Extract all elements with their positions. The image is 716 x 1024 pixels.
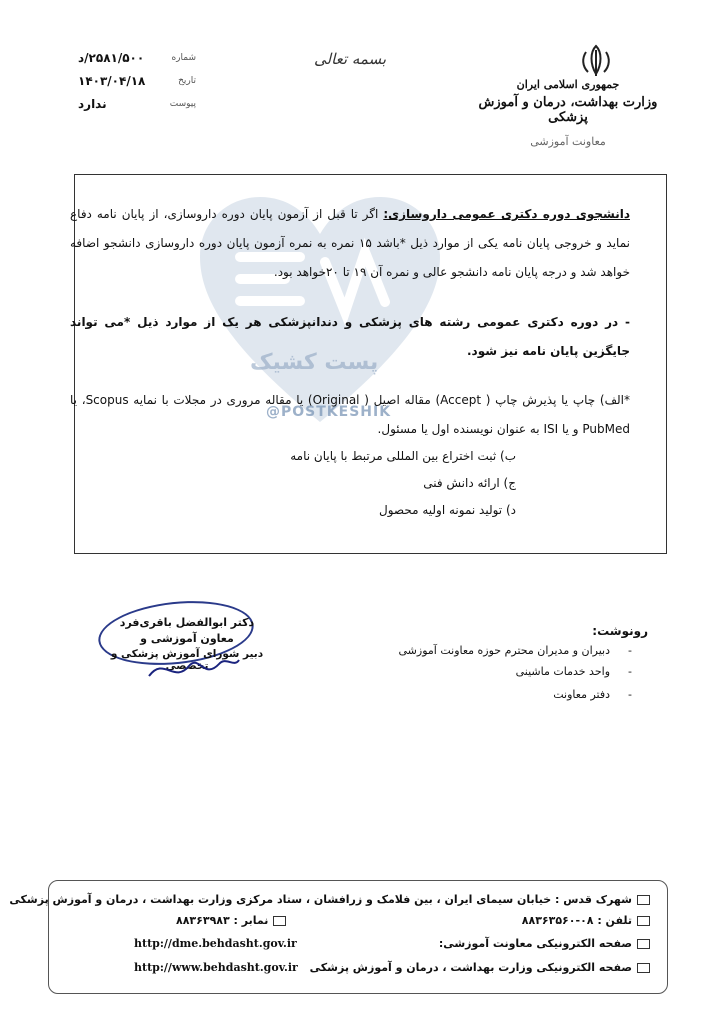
list-item-a: *الف) چاپ یا پذیرش چاپ ( Accept) مقاله اصیل ( Original) یا مقاله مروری در مجلات با نمایه Scopus، یا PubMed و یا ISI به عنوان نویسنده اول یا مسئول. — [70, 393, 630, 436]
cc-title: رونوشت: — [592, 624, 648, 638]
phone-icon — [637, 916, 650, 926]
list-item-c: ج) ارائه دانش فنی — [423, 476, 516, 490]
dash-icon: - — [628, 644, 632, 657]
footer-phone — [522, 914, 650, 927]
dash-icon: - — [628, 665, 632, 678]
cc-item — [553, 688, 632, 701]
ministry-line3: معاونت آموزشی — [530, 135, 606, 148]
footer-phone-text: تلفن : ۰۸-۸۸۳۶۳۵۶۰ — [521, 914, 632, 927]
ministry-line2: وزارت بهداشت، درمان و آموزش پزشکی — [478, 95, 658, 125]
paragraph-pharmacy — [70, 200, 630, 287]
signatory-title2: دبیر شورای آموزش پزشکی و تخصصی — [110, 648, 264, 672]
number-value: ۲۵۸۱/۵۰۰/د — [78, 50, 145, 65]
date-row — [78, 69, 196, 92]
cc-item-label: دفتر معاونت — [553, 688, 611, 701]
footer-fax-text: نمابر : ۸۸۳۶۳۹۸۳ — [176, 914, 269, 927]
signature-scribble-icon — [144, 646, 244, 686]
cc-item — [516, 665, 632, 678]
fax-icon — [273, 916, 286, 926]
basmala: بسمه تعالی — [314, 50, 387, 68]
letter-meta — [78, 46, 196, 115]
watermark-handle: @POSTKESHIK — [266, 404, 392, 420]
iran-emblem-icon — [574, 44, 618, 78]
footer-edu-site — [439, 937, 650, 950]
mail-icon — [637, 939, 650, 949]
attach-value: ندارد — [78, 96, 107, 111]
signatory-title1: معاون آموزشی و — [140, 632, 234, 645]
number-row — [78, 46, 196, 69]
footer-ministry-site — [310, 961, 650, 974]
ministry-line1: جمهوری اسلامی ایران — [516, 78, 620, 91]
list-item-b: ب) ثبت اختراع بین المللی مرتبط با پایان نامه — [290, 449, 516, 463]
cc-item — [399, 644, 633, 657]
footer-ministry-url[interactable]: http://www.behdasht.gov.ir — [134, 961, 298, 974]
cc-item-label: واحد خدمات ماشینی — [515, 665, 611, 678]
date-label: تاریخ — [178, 75, 196, 86]
location-icon — [637, 895, 650, 905]
signatory-name: دکتر ابوالفضل باقری‌فرد — [119, 616, 255, 629]
attach-label: پیوست — [169, 98, 196, 109]
footer-edu-label: صفحه الکترونیکی معاونت آموزشی: — [438, 937, 632, 950]
paragraph-pharmacy-lead: دانشجوی دوره دکتری عمومی داروسازی: — [383, 207, 630, 221]
dash-icon: - — [628, 688, 632, 701]
number-label: شماره — [171, 52, 196, 63]
list-item-d: د) تولید نمونه اولیه محصول — [379, 503, 516, 517]
footer-ministry-label: صفحه الکترونیکی وزارت بهداشت ، درمان و آموزش پزشکی — [309, 961, 632, 974]
signature-block — [104, 606, 264, 686]
ministry-heading — [478, 78, 658, 148]
footer-address — [9, 893, 650, 906]
footer-address-text: شهرک قدس : خیابان سیمای ایران ، بین فلامک و زرافشان ، ستاد مرکزی وزارت بهداشت ، درمان و آموزش پزشکی — [9, 893, 632, 906]
cc-item-label: دبیران و مدیران محترم حوزه معاونت آموزشی — [398, 644, 611, 657]
paragraph-pharmacy-text: اگر تا قبل از آزمون پایان دوره داروسازی، از پایان نامه دفاع نماید و خروجی پایان نامه یکی از موارد ذیل *باشد ۱۵ نمره به نمره آزمون پایان دوره داروسازی دانشجو اضافه خواهد شد و درجه پایان نامه دانشجو عالی و نمره آن ۱۹ تا ۲۰خواهد بود. — [70, 207, 630, 279]
date-value: ۱۴۰۳/۰۴/۱۸ — [78, 73, 146, 88]
watermark-text: پست کشیک — [250, 350, 379, 375]
attach-row — [78, 92, 196, 115]
mail-icon — [637, 963, 650, 973]
paragraph-medicine: - در دوره دکتری عمومی رشته های پزشکی و دندانپزشکی هر یک از موارد ذیل *می تواند جایگزین پایان نامه نیز شود. — [70, 315, 630, 358]
footer-edu-url[interactable]: http://dme.behdasht.gov.ir — [134, 937, 297, 950]
footer-fax — [176, 914, 286, 927]
